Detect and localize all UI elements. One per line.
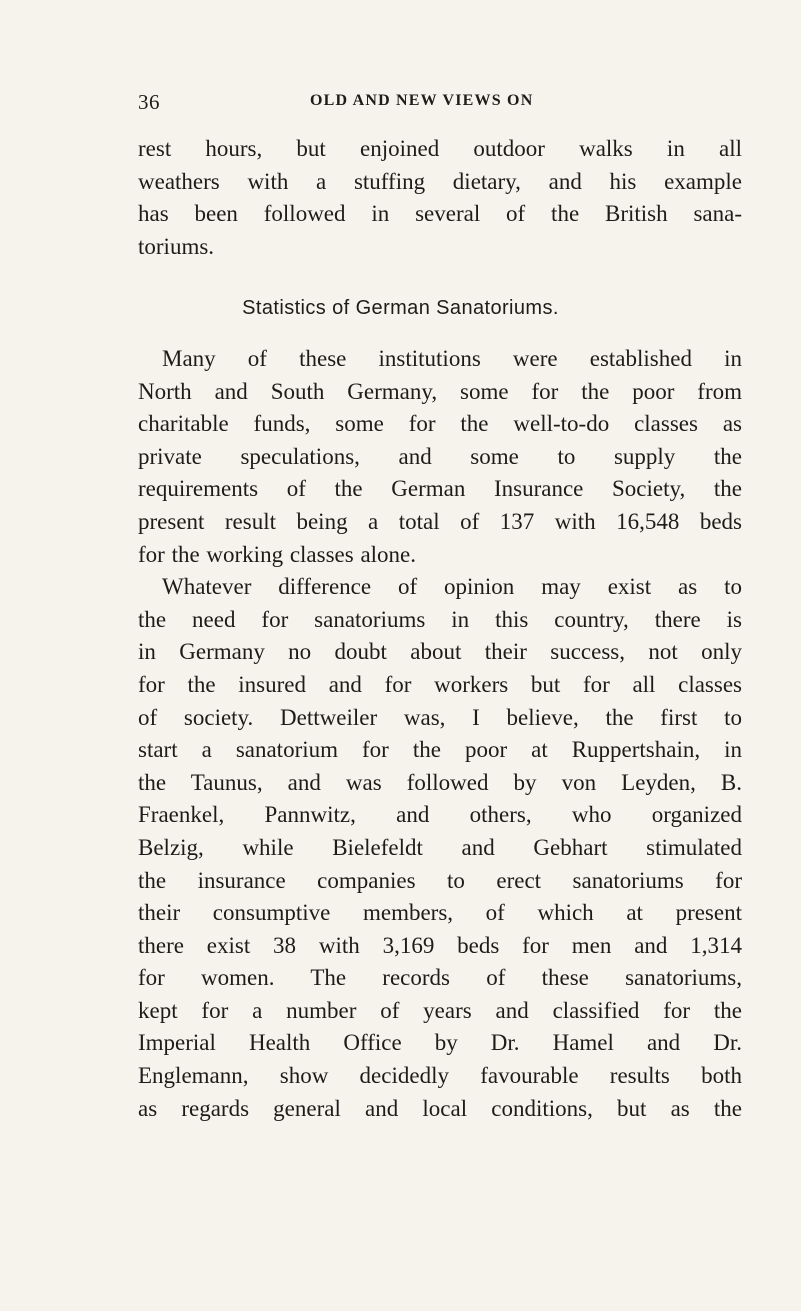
text-line: there exist 38 with 3,169 beds for men and 1,314 [138, 932, 742, 958]
text-line: Fraenkel, Pannwitz, and others, who organized [138, 802, 742, 828]
text-line: toriums. [138, 233, 215, 259]
text-line: their consumptive members, of which at present [138, 900, 742, 926]
text-line: Imperial Health Office by Dr. Hamel and Dr. [138, 1030, 742, 1056]
text-line: the Taunus, and was followed by von Leyden, B. [138, 769, 742, 795]
text-line: in Germany no doubt about their success, not only [138, 639, 742, 665]
text-line: start a sanatorium for the poor at Ruppertshain, in [138, 737, 742, 763]
text-line: the need for sanatoriums in this country, there is [138, 606, 742, 632]
text-line: North and South Germany, some for the poor from [138, 378, 742, 404]
paragraph-1 [138, 133, 742, 263]
text-line: weathers with a stuffing dietary, and his example [138, 168, 742, 194]
text-line: the insurance companies to erect sanatoriums for [138, 867, 742, 893]
text-line: requirements of the German Insurance Society, the [138, 476, 742, 502]
text-line: Whatever difference of opinion may exist as to [162, 574, 742, 600]
text-line: has been followed in several of the British sana- [138, 201, 742, 227]
page-number: 36 [138, 90, 160, 114]
text-line: private speculations, and some to supply the [138, 443, 742, 469]
text-line: present result being a total of 137 with 16,548 beds [138, 508, 742, 534]
text-line: as regards general and local conditions, but as the [138, 1095, 742, 1121]
text-line: of society. Dettweiler was, I believe, the first to [138, 704, 742, 730]
text-line: for the insured and for workers but for all classes [138, 671, 742, 697]
text-line: kept for a number of years and classified for the [138, 997, 742, 1023]
section-heading: Statistics of German Sanatoriums. [242, 297, 559, 319]
running-title: OLD AND NEW VIEWS ON [310, 92, 534, 109]
running-head [0, 90, 801, 120]
text-line: Belzig, while Bielefeldt and Gebhart stimulated [138, 834, 742, 860]
text-line: charitable funds, some for the well-to-do classes as [138, 411, 742, 437]
text-line: for women. The records of these sanatoriums, [138, 965, 742, 991]
text-line: for the working classes alone. [138, 541, 417, 567]
text-line: rest hours, but enjoined outdoor walks in all [138, 136, 742, 161]
text-line: Englemann, show decidedly favourable results both [138, 1063, 742, 1089]
text-line: Many of these institutions were established in [162, 346, 742, 371]
paragraph-2 [138, 343, 742, 1125]
